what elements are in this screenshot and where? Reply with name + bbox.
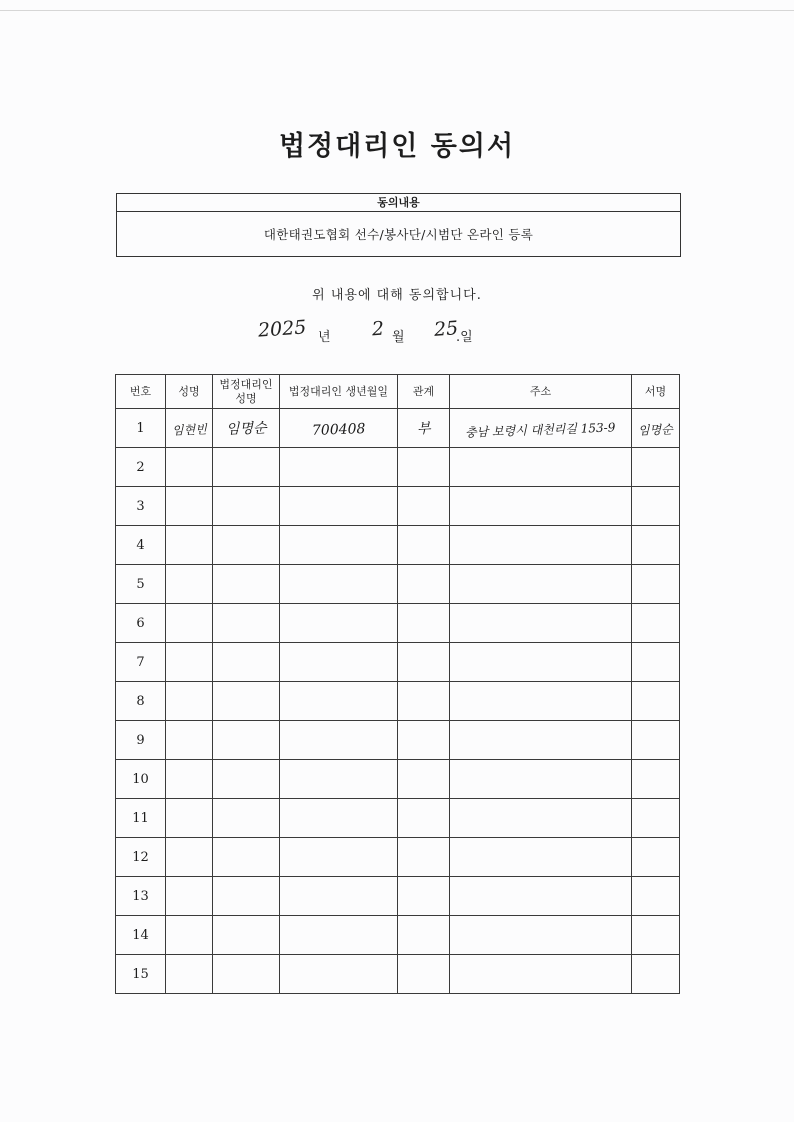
date-month-label: 월 bbox=[392, 330, 405, 345]
signature-cell bbox=[632, 877, 680, 916]
guardian-name-cell bbox=[213, 526, 280, 565]
date-day-handwritten: 25 bbox=[433, 317, 459, 341]
row-number-cell: 6 bbox=[116, 604, 166, 643]
guardian-consent-table bbox=[115, 374, 680, 994]
guardian-birth-cell bbox=[280, 955, 398, 994]
header-address: 주소 bbox=[450, 375, 632, 409]
name-cell bbox=[166, 604, 213, 643]
row-number-cell: 7 bbox=[116, 643, 166, 682]
name-cell bbox=[166, 682, 213, 721]
row-number-cell: 2 bbox=[116, 448, 166, 487]
address-cell bbox=[450, 838, 632, 877]
row-number-cell: 8 bbox=[116, 682, 166, 721]
table-row bbox=[116, 955, 680, 994]
address-cell bbox=[450, 448, 632, 487]
relation-cell bbox=[398, 916, 450, 955]
guardian-birth-cell bbox=[280, 916, 398, 955]
address-cell bbox=[450, 799, 632, 838]
signature-cell bbox=[632, 760, 680, 799]
relation-cell bbox=[398, 682, 450, 721]
guardian-name-cell bbox=[213, 409, 280, 448]
date-month-handwritten: 2 bbox=[371, 317, 385, 341]
address-handwritten: 충남 보령시 대천리길 153-9 bbox=[465, 419, 616, 440]
name-cell bbox=[166, 487, 213, 526]
row-number-cell: 4 bbox=[116, 526, 166, 565]
guardian-name-cell bbox=[213, 643, 280, 682]
table-row bbox=[116, 643, 680, 682]
date-line bbox=[0, 316, 794, 350]
relation-cell bbox=[398, 565, 450, 604]
guardian-birth-cell bbox=[280, 877, 398, 916]
guardian-birth-cell bbox=[280, 643, 398, 682]
table-row bbox=[116, 526, 680, 565]
relation-cell bbox=[398, 877, 450, 916]
signature-cell bbox=[632, 604, 680, 643]
guardian-birth-cell bbox=[280, 838, 398, 877]
signature-cell bbox=[632, 916, 680, 955]
header-guardian-name: 법정대리인 성명 bbox=[213, 375, 280, 409]
table-header-row bbox=[116, 375, 680, 409]
row-number-cell: 3 bbox=[116, 487, 166, 526]
guardian-birth-cell bbox=[280, 799, 398, 838]
guardian-name-cell bbox=[213, 955, 280, 994]
agreement-statement: 위 내용에 대해 동의합니다. bbox=[312, 288, 482, 303]
address-cell bbox=[450, 565, 632, 604]
name-cell bbox=[166, 760, 213, 799]
relation-cell bbox=[398, 643, 450, 682]
signature-cell bbox=[632, 487, 680, 526]
guardian-name-cell bbox=[213, 838, 280, 877]
row-number-cell: 11 bbox=[116, 799, 166, 838]
header-guardian-birth: 법정대리인 생년월일 bbox=[280, 375, 398, 409]
guardian-name-cell bbox=[213, 487, 280, 526]
signature-cell bbox=[632, 721, 680, 760]
consent-content-box bbox=[116, 193, 681, 257]
name-handwritten: 임현빈 bbox=[171, 421, 207, 438]
guardian-name-cell bbox=[213, 916, 280, 955]
name-cell bbox=[166, 448, 213, 487]
guardian-name-cell bbox=[213, 448, 280, 487]
signature-cell bbox=[632, 799, 680, 838]
name-cell bbox=[166, 955, 213, 994]
guardian-name-cell bbox=[213, 799, 280, 838]
table-row bbox=[116, 409, 680, 448]
table-row bbox=[116, 799, 680, 838]
signature-cell bbox=[632, 409, 680, 448]
address-cell bbox=[450, 916, 632, 955]
name-cell bbox=[166, 409, 213, 448]
guardian-name-cell bbox=[213, 760, 280, 799]
address-cell bbox=[450, 682, 632, 721]
row-number-cell: 14 bbox=[116, 916, 166, 955]
header-name: 성명 bbox=[166, 375, 213, 409]
table-row bbox=[116, 916, 680, 955]
name-cell bbox=[166, 526, 213, 565]
signature-cell bbox=[632, 682, 680, 721]
consent-content-heading: 동의내용 bbox=[117, 194, 680, 212]
address-cell bbox=[450, 760, 632, 799]
row-number-cell: 15 bbox=[116, 955, 166, 994]
relation-cell bbox=[398, 955, 450, 994]
row-number-cell: 1 bbox=[116, 409, 166, 448]
guardian-birth-cell bbox=[280, 526, 398, 565]
signature-cell bbox=[632, 955, 680, 994]
header-signature: 서명 bbox=[632, 375, 680, 409]
name-cell bbox=[166, 565, 213, 604]
signature-handwritten: 임명순 bbox=[637, 421, 674, 438]
header-no: 번호 bbox=[116, 375, 166, 409]
relation-cell bbox=[398, 604, 450, 643]
table-row bbox=[116, 487, 680, 526]
name-cell bbox=[166, 916, 213, 955]
row-number-cell: 13 bbox=[116, 877, 166, 916]
guardian-birth-handwritten: 700408 bbox=[311, 420, 366, 439]
name-cell bbox=[166, 877, 213, 916]
address-cell bbox=[450, 643, 632, 682]
address-cell bbox=[450, 955, 632, 994]
signature-cell bbox=[632, 526, 680, 565]
address-cell bbox=[450, 487, 632, 526]
table-row bbox=[116, 721, 680, 760]
document-title: 법정대리인 동의서 bbox=[278, 131, 516, 162]
guardian-name-cell bbox=[213, 682, 280, 721]
guardian-birth-cell bbox=[280, 682, 398, 721]
name-cell bbox=[166, 838, 213, 877]
guardian-birth-cell bbox=[280, 604, 398, 643]
guardian-name-handwritten: 임명순 bbox=[225, 420, 267, 438]
guardian-name-cell bbox=[213, 565, 280, 604]
header-relation: 관계 bbox=[398, 375, 450, 409]
name-cell bbox=[166, 799, 213, 838]
signature-cell bbox=[632, 838, 680, 877]
relation-cell bbox=[398, 526, 450, 565]
table-row bbox=[116, 604, 680, 643]
date-year-handwritten: 2025 bbox=[257, 316, 308, 342]
guardian-birth-cell bbox=[280, 721, 398, 760]
relation-cell bbox=[398, 409, 450, 448]
signature-cell bbox=[632, 448, 680, 487]
table-row bbox=[116, 682, 680, 721]
relation-cell bbox=[398, 760, 450, 799]
name-cell bbox=[166, 721, 213, 760]
guardian-name-cell bbox=[213, 604, 280, 643]
relation-cell bbox=[398, 838, 450, 877]
row-number-cell: 12 bbox=[116, 838, 166, 877]
address-cell bbox=[450, 526, 632, 565]
signature-cell bbox=[632, 565, 680, 604]
relation-handwritten: 부 bbox=[416, 420, 431, 438]
table-row bbox=[116, 877, 680, 916]
table-row bbox=[116, 565, 680, 604]
relation-cell bbox=[398, 799, 450, 838]
date-day-label: .일 bbox=[456, 330, 473, 345]
table-row bbox=[116, 838, 680, 877]
guardian-birth-cell bbox=[280, 760, 398, 799]
guardian-name-cell bbox=[213, 877, 280, 916]
table-row bbox=[116, 760, 680, 799]
date-year-label: 년 bbox=[318, 330, 331, 345]
address-cell bbox=[450, 877, 632, 916]
guardian-birth-cell bbox=[280, 487, 398, 526]
address-cell bbox=[450, 721, 632, 760]
address-cell bbox=[450, 604, 632, 643]
row-number-cell: 5 bbox=[116, 565, 166, 604]
consent-content-text: 대한태권도협회 선수/봉사단/시범단 온라인 등록 bbox=[263, 227, 534, 242]
row-number-cell: 9 bbox=[116, 721, 166, 760]
relation-cell bbox=[398, 448, 450, 487]
scan-edge-line bbox=[0, 10, 794, 11]
guardian-birth-cell bbox=[280, 565, 398, 604]
relation-cell bbox=[398, 721, 450, 760]
table-row bbox=[116, 448, 680, 487]
row-number-cell: 10 bbox=[116, 760, 166, 799]
relation-cell bbox=[398, 487, 450, 526]
address-cell bbox=[450, 409, 632, 448]
name-cell bbox=[166, 643, 213, 682]
guardian-birth-cell bbox=[280, 448, 398, 487]
guardian-name-cell bbox=[213, 721, 280, 760]
guardian-birth-cell bbox=[280, 409, 398, 448]
signature-cell bbox=[632, 643, 680, 682]
